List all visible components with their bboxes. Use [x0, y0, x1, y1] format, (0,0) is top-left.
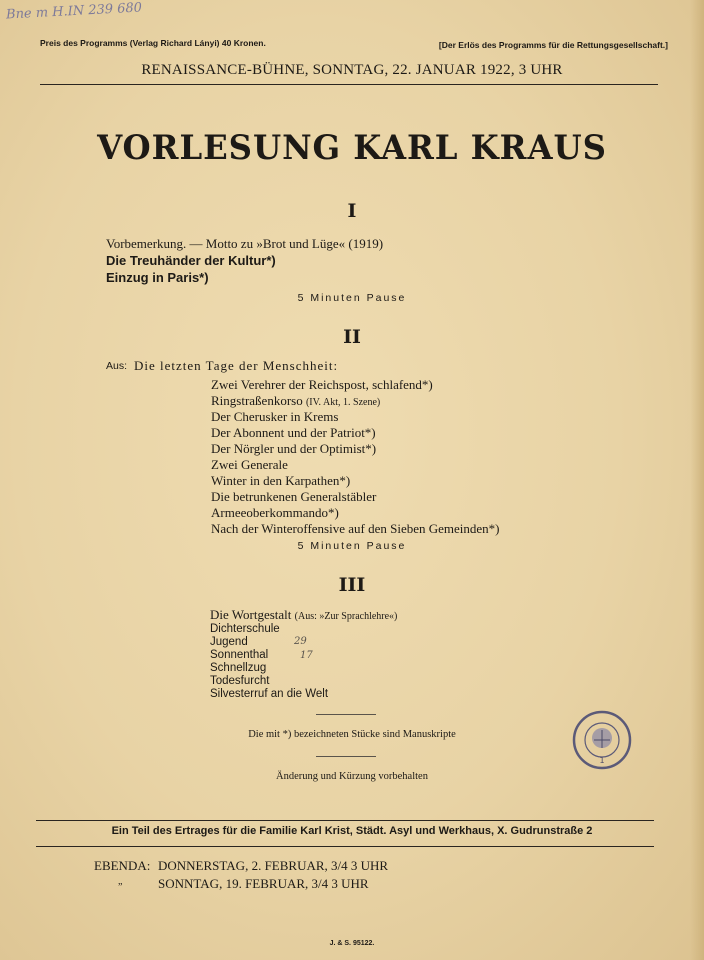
part-2-item: Zwei Generale: [211, 457, 288, 472]
beneficiary-note: Ein Teil des Ertrages für die Familie Karl Krist, Städt. Asyl und Werkhaus, X. Gudrunstraße 2: [111, 825, 593, 837]
part-2-numeral: II: [343, 326, 361, 348]
part-2-item: Winter in den Karpathen*): [211, 473, 351, 488]
part-1-item: Einzug in Paris*): [106, 270, 209, 285]
venue-date: RENAISSANCE-BÜHNE, SONNTAG, 22. JANUAR 1922, 3 UHR: [141, 62, 563, 78]
pencil-mark: 29: [294, 636, 307, 647]
ditto-mark: „: [118, 876, 123, 887]
stamp-number: 1: [599, 756, 605, 765]
library-stamp: [572, 710, 632, 770]
manuscripts-note: Die mit *) bezeichneten Stücke sind Manuskripte: [248, 729, 456, 740]
part-2-item: Der Nörgler und der Optimist*): [211, 441, 377, 456]
part-3-item: Jugend: [210, 636, 248, 648]
part-3-item-label: Die Wortgestalt: [210, 607, 292, 622]
divider: [316, 714, 376, 715]
part-1-numeral: I: [347, 200, 357, 222]
pause-1: 5 Minuten Pause: [297, 292, 407, 304]
paper-edge-shadow: [690, 0, 704, 960]
next-date-2: SONNTAG, 19. FEBRUAR, 3/4 3 UHR: [158, 876, 369, 891]
part-3-item: Todesfurcht: [210, 675, 270, 687]
archive-annotation: Bne m H.IN 239 680: [5, 0, 143, 23]
printer-mark: J. & S. 95122.: [329, 940, 375, 947]
pause-2: 5 Minuten Pause: [297, 540, 407, 552]
part-2-work-title: Die letzten Tage der Menschheit:: [134, 358, 339, 373]
price-note: Preis des Programms (Verlag Richard Lányi) 40 Kronen.: [40, 38, 266, 48]
part-2-item: Nach der Winteroffensive auf den Sieben Gemeinden*): [211, 521, 500, 536]
part-2-item: Die betrunkenen Generalstäbler: [211, 489, 377, 504]
proceeds-note: [Der Erlös des Programms für die Rettungsgesellschaft.]: [438, 40, 668, 50]
pencil-mark: 17: [300, 650, 313, 661]
divider: [316, 756, 376, 757]
footer-rule-bottom: [36, 846, 654, 847]
changes-note: Änderung und Kürzung vorbehalten: [276, 771, 428, 782]
part-3-item: Dichterschule: [210, 623, 280, 635]
part-2-item: Der Abonnent und der Patriot*): [211, 425, 376, 440]
part-2-item: Zwei Verehrer der Reichspost, schlafend*): [211, 377, 433, 392]
part-2-item-label: Ringstraßenkorso: [211, 393, 303, 408]
part-1-item: Die Treuhänder der Kultur*): [106, 253, 276, 268]
part-3-item-note: (Aus: »Zur Sprachlehre«): [294, 611, 398, 622]
part-3-item: Silvesterruf an die Welt: [210, 688, 329, 700]
part-1-item: Vorbemerkung. — Motto zu »Brot und Lüge« (1919): [106, 236, 384, 251]
part-2-item: [211, 393, 380, 409]
part-2-prefix: Aus:: [106, 360, 128, 372]
part-2-item: Der Cherusker in Krems: [211, 409, 339, 424]
part-2-item-note: (IV. Akt, 1. Szene): [305, 397, 381, 408]
next-date-1: DONNERSTAG, 2. FEBRUAR, 3/4 3 UHR: [158, 858, 389, 873]
page-title: VORLESUNG KARL KRAUS: [97, 128, 607, 168]
footer-rule-top: [36, 820, 654, 821]
part-3-item: Sonnenthal: [210, 649, 269, 661]
ebenda-label: EBENDA:: [94, 858, 151, 873]
part-3-numeral: III: [338, 574, 366, 596]
header-rule: [40, 84, 658, 85]
part-2-item: Armeeoberkommando*): [211, 505, 339, 520]
part-3-item: [210, 607, 397, 623]
part-3-item: Schnellzug: [210, 662, 267, 674]
